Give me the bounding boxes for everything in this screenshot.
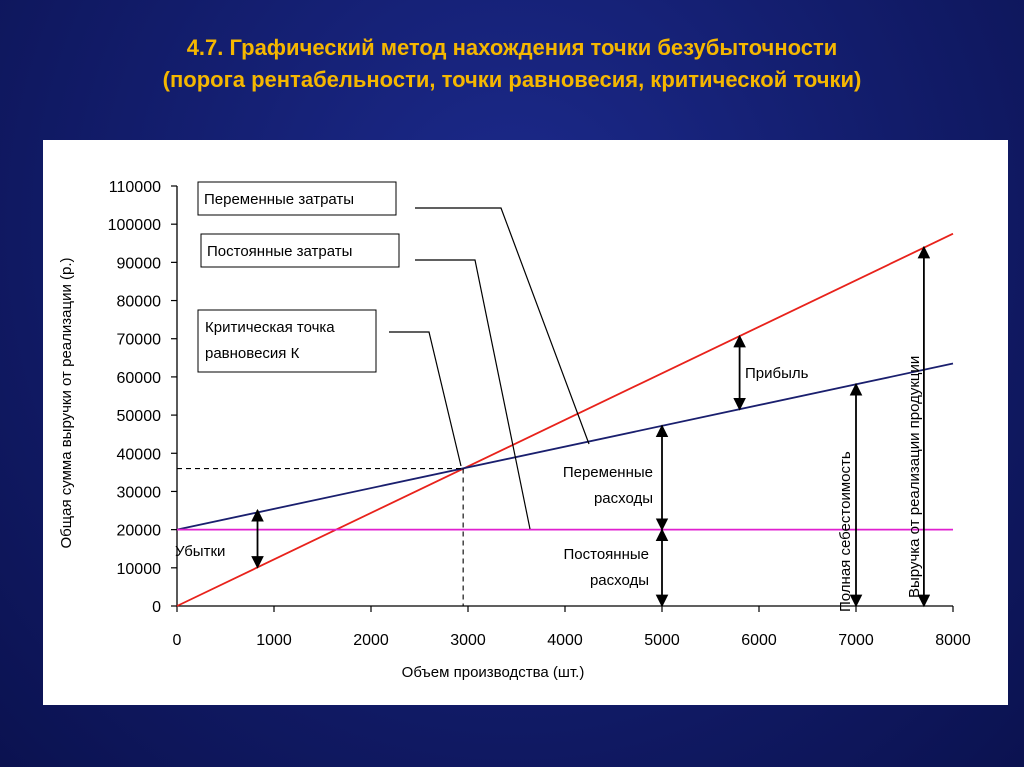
annotation-variable-expenses-line-2: расходы — [593, 490, 653, 507]
annotation-variable-expenses-line-1: Переменные — [562, 464, 653, 481]
x-tick-label: 4000 — [547, 632, 583, 649]
annotation-profit: Прибыль — [745, 365, 809, 382]
slide-title-line-2: (порога рентабельности, точки равновесия, критической точки) — [162, 67, 862, 92]
y-tick-label: 50000 — [116, 408, 161, 426]
y-tick-label: 80000 — [116, 293, 161, 311]
y-axis-ticks — [108, 179, 177, 616]
annotation-fixed-expenses-line-2: расходы — [589, 572, 649, 589]
x-tick-label: 6000 — [741, 632, 777, 649]
y-tick-label: 70000 — [116, 331, 161, 349]
x-tick-label: 1000 — [256, 632, 292, 649]
x-axis-label: Объем производства (шт.) — [401, 664, 585, 681]
callout-critical-point-line-1: Критическая точка — [205, 319, 335, 336]
y-tick-label: 40000 — [116, 446, 161, 464]
y-tick-label: 20000 — [116, 522, 161, 540]
callout-variable-costs-leader — [415, 208, 589, 444]
callout-critical-point-leader — [389, 332, 461, 466]
callout-critical-point-line-2: равновесия К — [205, 345, 300, 362]
x-tick-label: 2000 — [353, 632, 389, 649]
y-tick-label: 0 — [152, 599, 161, 616]
slide-title-line-1: 4.7. Графический метод нахождения точки безубыточности — [186, 35, 838, 60]
x-tick-label: 8000 — [935, 632, 971, 649]
y-tick-label: 30000 — [116, 484, 161, 502]
y-tick-label: 100000 — [107, 217, 161, 235]
x-tick-label: 7000 — [838, 632, 874, 649]
annotation-sales-revenue: Выручка от реализации продукции — [906, 355, 923, 598]
y-axis-label: Общая сумма выручки от реализации (р.) — [58, 257, 75, 549]
x-tick-label: 3000 — [450, 632, 486, 649]
slide-title — [0, 32, 1024, 96]
chart-panel — [43, 140, 1008, 705]
y-tick-label: 90000 — [116, 255, 161, 273]
annotation-loss: Убытки — [175, 543, 226, 560]
x-tick-label: 5000 — [644, 632, 680, 649]
y-tick-label: 60000 — [116, 369, 161, 387]
y-tick-label: 110000 — [108, 179, 161, 196]
callout-fixed-costs-text: Постоянные затраты — [207, 243, 353, 260]
x-tick-label: 0 — [172, 632, 182, 649]
annotation-full-cost: Полная себестоимость — [837, 451, 854, 612]
y-tick-label: 10000 — [116, 560, 161, 578]
callout-critical-point — [198, 310, 461, 466]
break-even-chart — [43, 140, 1008, 705]
annotation-fixed-expenses-line-1: Постоянные — [563, 546, 649, 563]
callout-fixed-costs — [201, 234, 530, 529]
callout-fixed-costs-leader — [415, 260, 530, 529]
callout-variable-costs-text: Переменные затраты — [204, 191, 355, 208]
